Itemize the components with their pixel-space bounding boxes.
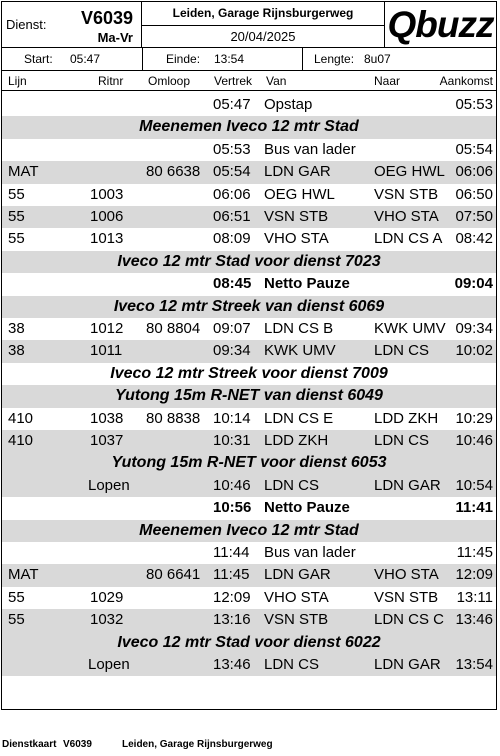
van-cell: KWK UMV [264, 342, 336, 360]
garage-location: Leiden, Garage Rijnsburgerweg [142, 2, 384, 26]
col-vertrek: Vertrek [214, 74, 253, 88]
ritnr-cell: Lopen [88, 656, 130, 673]
aankomst-cell: 06:06 [455, 163, 493, 181]
aankomst-cell: 05:53 [455, 96, 493, 113]
lijn-cell: 38 [8, 320, 25, 337]
table-row [2, 206, 496, 228]
ritnr-cell: 1003 [90, 185, 124, 203]
omloop-cell: 80 8804 [146, 320, 201, 337]
naar-cell: VSN STB [374, 588, 439, 606]
lijn-cell: MAT [8, 566, 39, 584]
lijn-cell: 55 [8, 588, 25, 606]
lijn-cell: 410 [8, 432, 34, 449]
aankomst-cell: 09:04 [454, 275, 493, 293]
aankomst-cell: 08:42 [455, 230, 493, 248]
table-row [2, 340, 496, 362]
ritnr-cell: 1029 [90, 588, 124, 606]
ritnr-cell: 1013 [90, 230, 124, 248]
divider [302, 48, 303, 70]
table-row [2, 228, 496, 250]
einde-label: Einde: [166, 52, 201, 66]
naar-cell: LDN GAR [374, 476, 441, 494]
van-cell: LDN CS [264, 476, 320, 494]
omloop-cell: 80 6638 [146, 163, 201, 181]
van-cell: Bus van lader [264, 544, 356, 561]
van-cell: VSN STB [264, 208, 329, 225]
footer-label: Dienstkaart [2, 739, 57, 750]
naar-cell: LDN CS [374, 342, 430, 360]
table-row [2, 587, 496, 609]
dienst-date: 20/04/2025 [230, 29, 296, 44]
divider [142, 48, 143, 70]
aankomst-cell: 10:02 [455, 342, 493, 360]
dienst-label: Dienst: [6, 17, 47, 32]
section-title: Iveco 12 mtr Streek voor dienst 7009 [110, 364, 388, 382]
naar-cell: LDN CS [374, 432, 430, 449]
section-title: Yutong 15m R-NET voor dienst 6053 [111, 454, 387, 472]
vertrek-cell: 10:46 [213, 476, 251, 494]
table-row [2, 430, 496, 452]
table-row [2, 475, 496, 497]
van-cell: LDN CS [264, 656, 320, 673]
section-header [2, 520, 496, 542]
lijn-cell: 55 [8, 185, 25, 203]
vertrek-cell: 08:09 [213, 230, 251, 248]
vertrek-cell: 11:45 [213, 566, 250, 584]
aankomst-cell: 07:50 [455, 208, 493, 225]
section-title: Iveco 12 mtr Stad voor dienst 7023 [117, 252, 381, 270]
vertrek-cell: 09:07 [213, 320, 251, 337]
lijn-cell: 38 [8, 342, 25, 360]
aankomst-cell: 13:11 [456, 588, 493, 606]
van-cell: VHO STA [264, 230, 329, 248]
ritnr-cell: Lopen [88, 476, 130, 494]
vertrek-cell: 05:47 [213, 96, 251, 113]
section-header [2, 251, 496, 273]
table-row [2, 542, 496, 564]
table-row [2, 184, 496, 206]
ritnr-cell: 1011 [90, 342, 123, 360]
ritnr-cell: 1037 [90, 432, 124, 449]
vertrek-cell: 10:56 [213, 499, 252, 517]
pause-row [2, 497, 496, 519]
aankomst-cell: 12:09 [455, 566, 493, 584]
footer-dienst: V6039 [63, 739, 92, 750]
pause-label: Netto Pauze [264, 275, 350, 293]
aankomst-cell: 10:46 [455, 432, 493, 449]
section-header [2, 363, 496, 385]
ritnr-cell: 1032 [90, 611, 124, 629]
footer-location: Leiden, Garage Rijnsburgerweg [122, 739, 273, 750]
table-row [2, 609, 496, 631]
lijn-cell: 55 [8, 611, 25, 629]
dienst-days: Ma-Vr [97, 30, 133, 45]
dienst-block [2, 2, 142, 48]
lijn-cell: 410 [8, 409, 34, 427]
dienst-number: V6039 [80, 8, 133, 28]
vertrek-cell: 08:45 [213, 275, 252, 293]
time-summary [2, 48, 496, 71]
vertrek-cell: 06:06 [213, 185, 251, 203]
logo-text: Qbuzz [387, 4, 494, 45]
section-title: Meenemen Iveco 12 mtr Stad [139, 118, 359, 136]
naar-cell: VHO STA [374, 566, 439, 584]
naar-cell: LDN GAR [374, 656, 441, 673]
naar-cell: LDD ZKH [374, 409, 439, 427]
aankomst-cell: 11:45 [456, 544, 493, 561]
start-label: Start: [24, 52, 53, 66]
section-title: Yutong 15m R-NET van dienst 6049 [115, 387, 383, 405]
col-ritnr: Ritnr [98, 74, 124, 88]
qbuzz-logo [385, 2, 496, 48]
aankomst-cell: 13:46 [455, 611, 493, 629]
vertrek-cell: 11:44 [213, 544, 250, 561]
naar-cell: LDN CS A [374, 230, 443, 248]
van-cell: Bus van lader [264, 140, 356, 158]
lengte-label: Lengte: [314, 52, 355, 66]
vertrek-cell: 10:31 [213, 432, 251, 449]
vertrek-cell: 06:51 [213, 208, 251, 225]
einde-value: 13:54 [214, 52, 245, 66]
table-row [2, 654, 496, 676]
van-cell: VSN STB [264, 611, 329, 629]
section-title: Iveco 12 mtr Stad voor dienst 6022 [117, 633, 381, 651]
column-headers [2, 71, 496, 91]
section-header [2, 116, 496, 138]
start-value: 05:47 [70, 52, 101, 66]
aankomst-cell: 10:29 [455, 409, 493, 427]
van-cell: LDD ZKH [264, 432, 329, 449]
vertrek-cell: 13:16 [213, 611, 251, 629]
naar-cell: OEG HWL [374, 163, 445, 181]
van-cell: VHO STA [264, 588, 329, 606]
naar-cell: VSN STB [374, 185, 439, 203]
vertrek-cell: 13:46 [213, 656, 251, 673]
aankomst-cell: 11:41 [455, 499, 493, 517]
table-row [2, 139, 496, 161]
omloop-cell: 80 6641 [146, 566, 201, 584]
col-naar: Naar [374, 74, 401, 88]
van-cell: OEG HWL [264, 185, 335, 203]
location-block [142, 2, 385, 48]
vertrek-cell: 05:54 [213, 163, 251, 181]
naar-cell: KWK UMV [374, 320, 446, 337]
vertrek-cell: 12:09 [213, 588, 251, 606]
lengte-value: 8u07 [364, 52, 391, 66]
section-header [2, 632, 496, 654]
van-cell: LDN CS E [264, 409, 334, 427]
aankomst-cell: 05:54 [455, 140, 493, 158]
ritnr-cell: 1038 [90, 409, 124, 427]
van-cell: LDN CS B [264, 320, 334, 337]
col-van: Van [266, 74, 287, 88]
ritnr-cell: 1006 [90, 208, 124, 225]
naar-cell: LDN CS C [374, 611, 445, 629]
dienstkaart [1, 1, 497, 710]
van-cell: Opstap [264, 96, 313, 113]
section-header [2, 452, 496, 474]
table-row [2, 94, 496, 116]
table-row [2, 161, 496, 183]
aankomst-cell: 13:54 [455, 656, 493, 673]
van-cell: LDN GAR [264, 163, 331, 181]
section-header [2, 296, 496, 318]
lijn-cell: MAT [8, 163, 39, 181]
section-title: Meenemen Iveco 12 mtr Stad [139, 521, 359, 539]
pause-row [2, 273, 496, 295]
pause-label: Netto Pauze [264, 499, 350, 517]
table-row [2, 564, 496, 586]
col-omloop: Omloop [148, 74, 191, 88]
table-row [2, 408, 496, 430]
section-header [2, 385, 496, 407]
aankomst-cell: 09:34 [455, 320, 493, 337]
lijn-cell: 55 [8, 208, 25, 225]
van-cell: LDN GAR [264, 566, 331, 584]
lijn-cell: 55 [8, 230, 25, 248]
vertrek-cell: 05:53 [213, 140, 251, 158]
vertrek-cell: 10:14 [213, 409, 251, 427]
aankomst-cell: 06:50 [455, 185, 493, 203]
naar-cell: VHO STA [374, 208, 439, 225]
col-aankomst: Aankomst [439, 74, 493, 88]
ritnr-cell: 1012 [90, 320, 124, 337]
vertrek-cell: 09:34 [213, 342, 251, 360]
aankomst-cell: 10:54 [455, 476, 493, 494]
table-row [2, 318, 496, 340]
col-lijn: Lijn [8, 74, 27, 88]
section-title: Iveco 12 mtr Streek van dienst 6069 [113, 297, 385, 315]
omloop-cell: 80 8838 [146, 409, 201, 427]
